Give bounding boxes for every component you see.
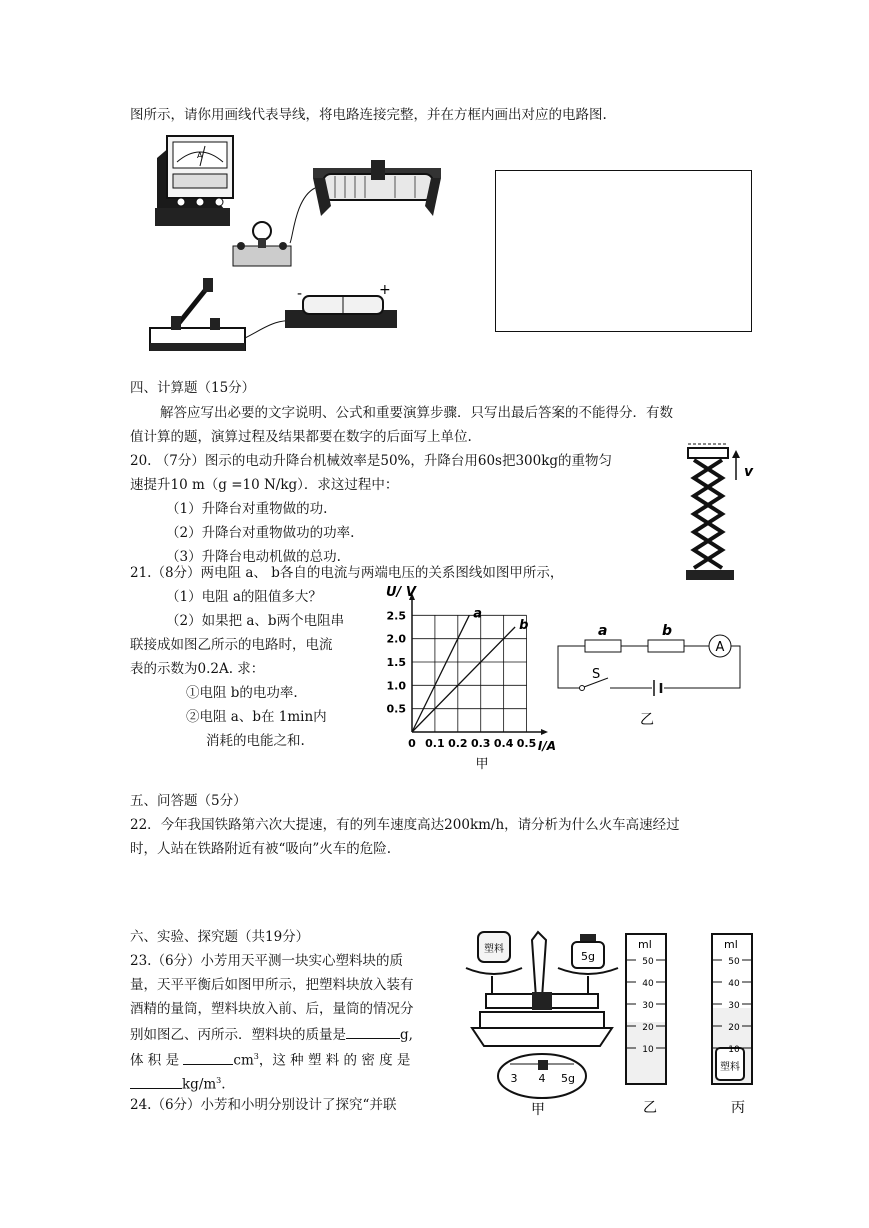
block-label: 塑料 (484, 944, 504, 955)
series-label-a: a (473, 606, 483, 622)
resistor-a-label: a (598, 623, 608, 639)
circuit-answer-box[interactable] (495, 170, 752, 332)
cylinder-yi-unit: ml (638, 938, 652, 951)
series-line-a (412, 615, 469, 732)
chart-series (412, 606, 528, 732)
series-line-b (412, 627, 515, 732)
y-tick-label-2: 1.5 (386, 656, 406, 669)
series-circuit-figure (550, 620, 750, 732)
resistor-b (648, 640, 684, 652)
q21-sub1: （1）电阻 a的阻值多大？ (166, 589, 322, 605)
section6-heading: 六、实验、探究题（共19分） (130, 929, 310, 945)
q21-line1: 21.（8分）两电阻 a、 b各自的电流与两端电压的关系图线如图甲所示， (130, 565, 564, 581)
cyl-tick-label-3: 20 (728, 1023, 740, 1033)
rheostat-icon (313, 160, 441, 216)
density-unit: kg/m (182, 1076, 217, 1093)
cylinder-yi-caption: 乙 (643, 1100, 657, 1116)
q23-line1: 23.（6分）小芳用天平测一块实心塑料块的质 (130, 953, 404, 969)
scale-label-3: 3 (510, 1072, 518, 1085)
ammeter-icon (155, 136, 233, 226)
q21-item2b: 消耗的电能之和. (206, 733, 305, 749)
volume-answer-blank[interactable] (183, 1050, 233, 1065)
mass-answer-blank[interactable] (346, 1024, 400, 1039)
q20-sub1: （1）升降台对重物做的功. (166, 501, 328, 517)
section4-heading: 四、计算题（15分） (130, 380, 256, 396)
series-label-b: b (519, 618, 529, 633)
x-tick-label-5: 0.5 (516, 737, 537, 750)
cylinder-bing-figure (706, 930, 766, 1116)
q23-line3: 酒精的量筒，塑料块放入前、后，量筒的情况分 (130, 1001, 414, 1017)
q23-line4 (130, 1024, 413, 1044)
cyl-tick-label-2: 30 (642, 1001, 654, 1011)
cylinder-bing-block: 塑料 (720, 1062, 740, 1073)
circuit-caption: 乙 (640, 712, 654, 728)
q21-sub2c: 表的示数为0.2A. 求： (130, 661, 265, 677)
x-axis-arrow (541, 729, 548, 735)
cylinder-bing-unit: ml (724, 938, 738, 951)
cyl-tick-label-3: 20 (642, 1023, 654, 1033)
cyl-tick-label-1: 40 (642, 979, 654, 989)
q21-item2a: ②电阻 a、b在 1min内 (186, 709, 327, 725)
ui-chart (378, 584, 558, 774)
battery-icon (285, 282, 397, 328)
cyl-tick-label-1: 40 (728, 979, 740, 989)
lift-platform-figure (682, 440, 762, 585)
y-tick-label-4: 2.5 (386, 609, 406, 623)
velocity-label: v (744, 464, 754, 480)
battery-minus: - (297, 286, 303, 302)
q21-sub2b: 联接成如图乙所示的电路时，电流 (130, 637, 333, 653)
weight-label: 5g (581, 950, 595, 963)
x-tick-label-0: 0 (408, 737, 416, 750)
cyl-tick-label-4: 10 (642, 1045, 654, 1055)
q20-sub3: （3）升降台电动机做的总功. (166, 549, 341, 565)
cyl-tick-label-4: 10 (728, 1045, 740, 1055)
x-tick-label-3: 0.3 (470, 737, 491, 750)
x-tick-label-2: 0.2 (448, 737, 468, 750)
q22-line1: 22．今年我国铁路第六次大提速，有的列车速度高达200km/h，请分析为什么火车高速经过 (130, 817, 680, 833)
battery-plus: + (379, 282, 391, 298)
cylinder-yi-figure (622, 930, 678, 1116)
cyl-tick-label-0: 50 (642, 957, 654, 967)
q23-line4-text: 别如图乙、丙所示．塑料块的质量是 (130, 1027, 346, 1043)
q22-line2: 时，人站在铁路附近有被“吸向”火车的危险. (130, 841, 392, 857)
y-axis-label: U/ V (386, 585, 416, 600)
chart-caption: 甲 (475, 757, 489, 772)
cyl-tick-label-2: 30 (728, 1001, 740, 1011)
q23-line2: 量，天平平衡后如图甲所示，把塑料块放入装有 (130, 977, 414, 993)
q21-sub2a: （2）如果把 a、b两个电阻串 (166, 613, 345, 629)
x-axis-label: I/A (537, 739, 556, 753)
resistor-b-label: b (662, 623, 673, 639)
q20-line1: 20. （7分）图示的电动升降台机械效率是50%，升降台用60s把300kg的重物匀 (130, 453, 613, 469)
balance-caption: 甲 (531, 1102, 545, 1118)
mass-unit: g, (400, 1027, 413, 1043)
y-tick-label-3: 2.0 (386, 632, 406, 646)
cyl-tick-label-0: 50 (728, 957, 740, 967)
switch-label: S (592, 667, 601, 682)
q23-line5: 体 积 是 $cm^3$，这 种 塑 料 的 密 度 是 (130, 1048, 410, 1070)
volume-unit: cm (233, 1052, 254, 1069)
lamp-icon (233, 222, 291, 266)
cylinder-bing-caption: 丙 (731, 1100, 745, 1116)
q20-sub2: （2）升降台对重物做功的功率. (166, 525, 355, 541)
section4-instruction-2: 值计算的题，演算过程及结果都要在数字的后面写上单位. (130, 429, 472, 445)
section4-instruction-1: 解答应写出必要的文字说明、公式和重要演算步骤．只写出最后答案的不能得分．有数 (160, 405, 673, 421)
intro-line: 图所示，请你用画线代表导线，将电路连接完整，并在方框内画出对应的电路图. (130, 107, 607, 123)
q24-line1: 24.（6分）小芳和小明分别设计了探究“并联 (130, 1097, 397, 1113)
balance-figure (462, 928, 622, 1118)
x-tick-label-1: 0.1 (425, 737, 445, 750)
scale-label-4: 4 (538, 1072, 546, 1085)
q23-line6: $kg/m^3$. (130, 1072, 226, 1094)
switch-icon (150, 278, 245, 351)
density-text: ，这 种 塑 料 的 密 度 是 (258, 1052, 411, 1069)
q21-item1: ①电阻 b的电功率. (186, 685, 298, 701)
ammeter-symbol-label: A (715, 640, 725, 655)
volume-text: 体 积 是 (130, 1052, 180, 1069)
circuit-components-figure (145, 128, 445, 363)
y-tick-label-0: 0.5 (386, 702, 406, 716)
scale-label-5g: 5g (561, 1072, 575, 1085)
y-tick-label-1: 1.0 (386, 679, 406, 693)
ammeter-label: A (197, 151, 203, 160)
density-answer-blank[interactable] (130, 1074, 182, 1089)
x-tick-label-4: 0.4 (493, 737, 514, 750)
resistor-a (585, 640, 621, 652)
section5-heading: 五、问答题（5分） (130, 793, 247, 809)
q20-line2: 速提升10 m（g =10 N/kg）．求这过程中： (130, 477, 399, 493)
